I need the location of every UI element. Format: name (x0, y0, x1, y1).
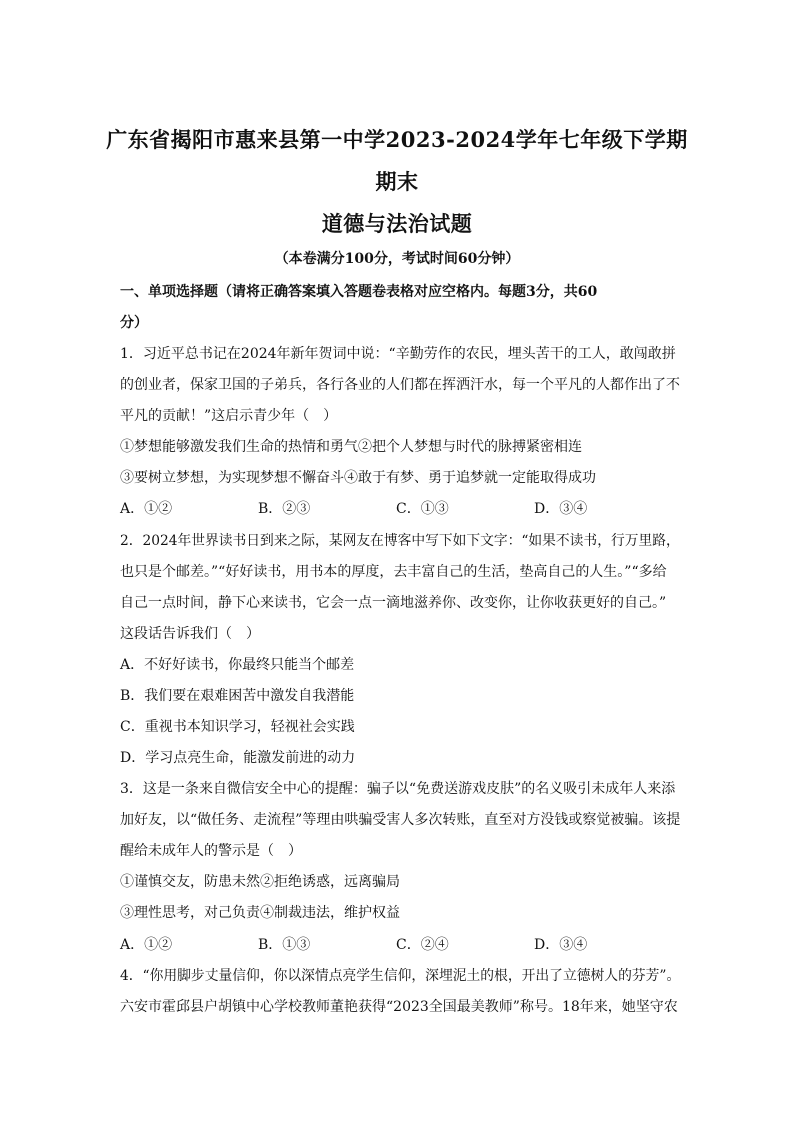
q1-line: 平凡的贡献！”这启示青少年（ ） (120, 408, 338, 424)
q1-line: 1．习近平总书记在2024年新年贺词中说：“辛勤劳作的农民，埋头苦干的工人，敢闯敢拼 (120, 346, 676, 362)
section-heading: 一、单项选择题（请将正确答案填入答题卷表格对应空格内。每题3分，共60 (120, 284, 598, 300)
q2-option-c: C．重视书本知识学习，轻视社会实践 (120, 719, 355, 735)
section-heading-continued: 分） (120, 315, 148, 331)
q2-line: 2．2024年世界读书日到来之际，某网友在博客中写下如下文字：“如果不读书，行万里路， (120, 533, 680, 549)
q4-line: 4．“你用脚步丈量信仰，你以深情点亮学生信仰，深埋泥土的根，开出了立德树人的芬芳”。 (120, 968, 681, 984)
q2-option-d: D．学习点亮生命，能激发前进的动力 (120, 750, 356, 766)
subject-title: 道德与法治试题 (321, 211, 473, 236)
q2-option-b: B．我们要在艰难困苦中激发自我潜能 (120, 688, 355, 704)
q4-line: 六安市霍邱县户胡镇中心学校教师董艳获得“2023全国最美教师”称号。18年来，她坚守农 (120, 999, 678, 1015)
exam-title: 广东省揭阳市惠来县第一中学2023-2024学年七年级下学期 (106, 127, 688, 152)
q1-option-c: C．①③ (396, 501, 449, 517)
q2-line: 这段话告诉我们（ ） (120, 626, 260, 642)
q1-statement: ③要树立梦想，为实现梦想不懈奋斗④敢于有梦、勇于追梦就一定能取得成功 (120, 470, 596, 486)
exam-title-continued: 期末 (375, 169, 419, 194)
q2-line: 也只是个邮差。”“好好读书，用书本的厚度，去丰富自己的生活，垫高自己的人生。”“多给 (120, 564, 667, 580)
q2-line: 自己一点时间，静下心来读书，它会一点一滴地滋养你、改变你，让你收获更好的自己。” (120, 595, 667, 611)
q3-line: 加好友，以“做任务、走流程”等理由哄骗受害人多次转账，直至对方没钱或察觉被骗。该提 (120, 812, 681, 828)
q3-option-c: C．②④ (396, 937, 449, 953)
q3-line: 3．这是一条来自微信安全中心的提醒：骗子以“免费送游戏皮肤”的名义吸引未成年人来添 (120, 781, 676, 797)
exam-note: （本卷满分100分，考试时间60分钟） (274, 251, 520, 267)
q1-statement: ①梦想能够激发我们生命的热情和勇气②把个人梦想与时代的脉搏紧密相连 (120, 439, 582, 455)
q1-option-b: B．②③ (258, 501, 311, 517)
q3-statement: ①谨慎交友，防患未然②拒绝诱惑，远离骗局 (120, 874, 400, 890)
q1-option-a: A．①② (120, 501, 173, 517)
q1-option-d: D．③④ (534, 501, 588, 517)
q3-option-b: B．①③ (258, 937, 311, 953)
q2-option-a: A．不好好读书，你最终只能当个邮差 (120, 657, 355, 673)
q3-option-d: D．③④ (534, 937, 588, 953)
q3-statement: ③理性思考，对己负责④制裁违法，维护权益 (120, 905, 400, 921)
q3-option-a: A．①② (120, 937, 173, 953)
q1-line: 的创业者，保家卫国的子弟兵，各行各业的人们都在挥洒汗水，每一个平凡的人都作出了不 (120, 377, 680, 393)
q3-line: 醒给未成年人的警示是（ ） (120, 843, 302, 859)
